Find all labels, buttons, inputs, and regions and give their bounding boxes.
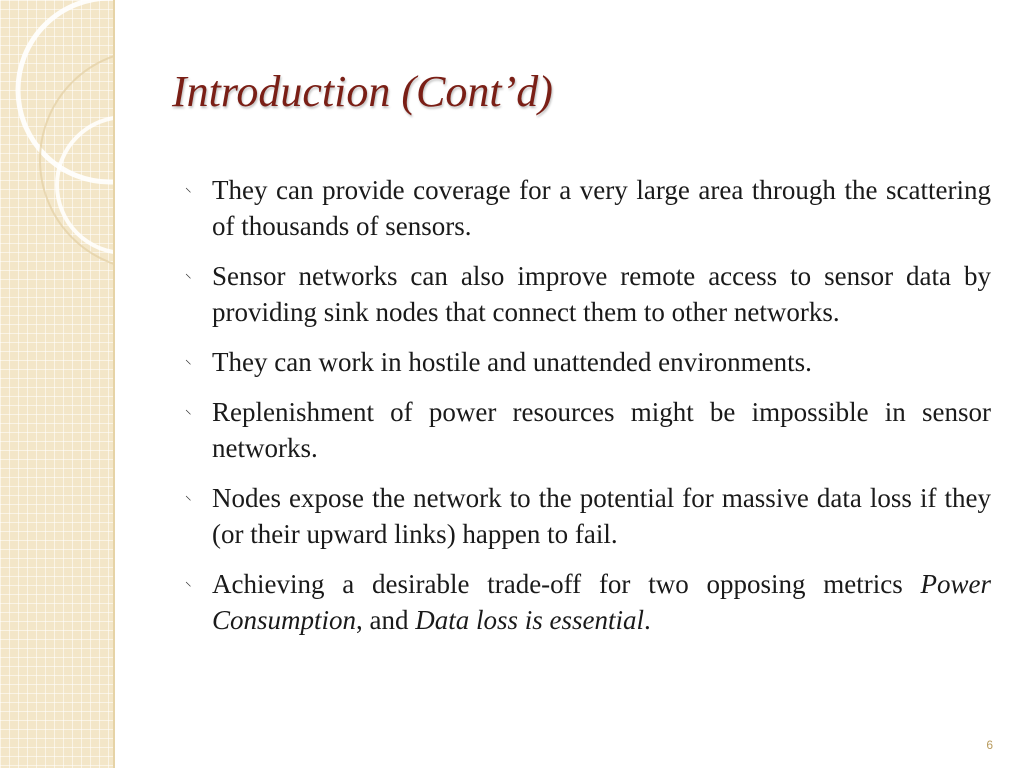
- page-number: 6: [986, 738, 993, 752]
- decorative-side-band: [0, 0, 115, 768]
- bullet-item: [185, 344, 991, 380]
- bullet-item: [185, 480, 991, 552]
- bullet-list: [185, 172, 991, 652]
- bullet-item: [185, 394, 991, 466]
- bullet-item: [185, 566, 991, 638]
- bullet-text-mid: , and: [356, 605, 416, 635]
- slide-title: Introduction (Cont’d): [172, 67, 553, 116]
- bullet-text: Sensor networks can also improve remote access to sensor data by providing sink nodes that connect them to other networks.: [212, 261, 991, 327]
- curl-bullet-icon: ⸌: [185, 185, 192, 200]
- bullet-emphasis-power: Power Consumption: [212, 569, 991, 635]
- curl-bullet-icon: ⸌: [185, 579, 192, 594]
- bullet-item: [185, 172, 991, 244]
- curl-bullet-icon: ⸌: [185, 271, 192, 286]
- bullet-text: Nodes expose the network to the potential for massive data loss if they (or their upward links) happen to fail.: [212, 483, 991, 549]
- bullet-emphasis-data-loss: Data loss is essential: [415, 605, 645, 635]
- curl-bullet-icon: ⸌: [185, 407, 192, 422]
- bullet-text-pre: Achieving a desirable trade-off for two opposing metrics: [212, 569, 921, 599]
- bullet-text: They can work in hostile and unattended environments.: [212, 347, 812, 377]
- decorative-circles: [0, 0, 113, 768]
- curl-bullet-icon: ⸌: [185, 357, 192, 372]
- curl-bullet-icon: ⸌: [185, 493, 192, 508]
- bullet-text: Replenishment of power resources might be impossible in sensor networks.: [212, 397, 991, 463]
- bullet-text: They can provide coverage for a very large area through the scattering of thousands of sensors.: [212, 175, 991, 241]
- bullet-item: [185, 258, 991, 330]
- bullet-text-post: .: [644, 605, 651, 635]
